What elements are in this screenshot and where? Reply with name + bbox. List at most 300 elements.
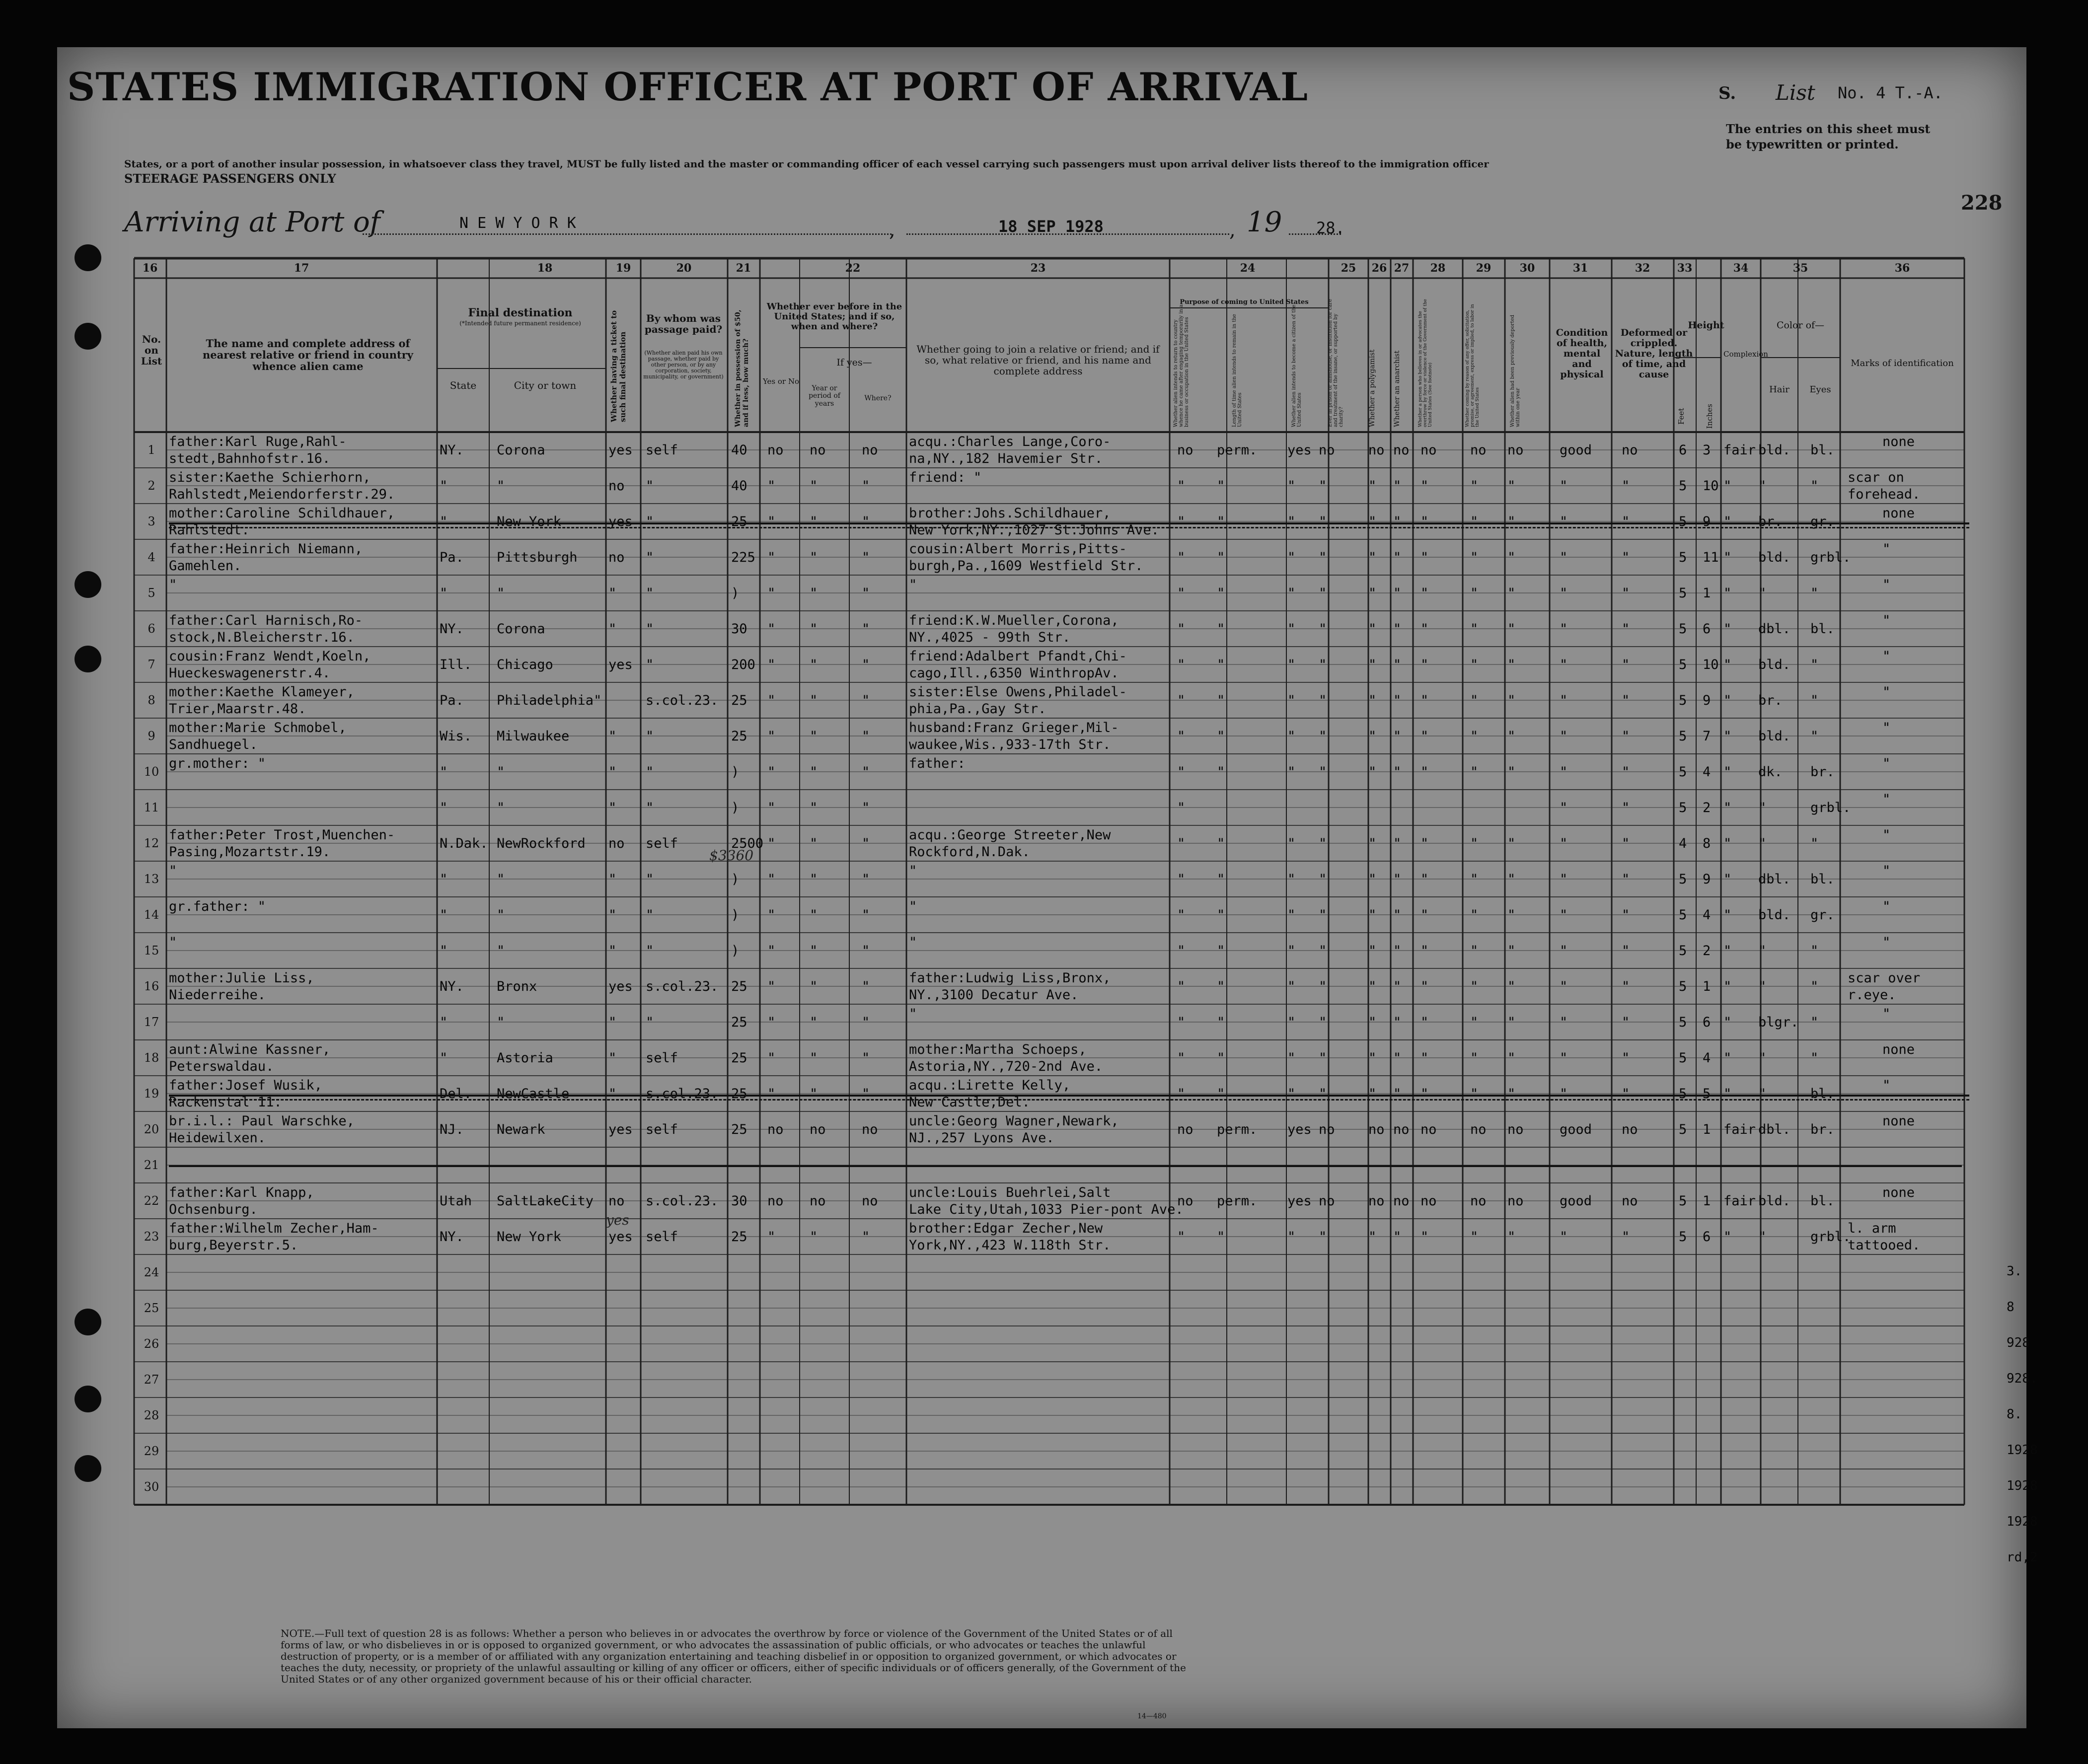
cell-ticket: ": [608, 621, 617, 637]
cell-c25: ": [1319, 979, 1327, 994]
cell-c27: ": [1393, 657, 1402, 672]
arrival-date: 18 SEP 1928: [998, 217, 1104, 236]
cell-c30: ": [1507, 514, 1516, 529]
cell-deform: ": [1622, 693, 1630, 708]
cell-ticket: ": [608, 764, 617, 780]
cell-len: ": [1217, 836, 1225, 851]
cell-health: ": [1560, 586, 1568, 601]
cell-in: 4: [1703, 907, 1711, 923]
header-if-yes: If yes—: [836, 357, 872, 368]
column-number: 26: [1371, 262, 1387, 275]
cell-where: ": [862, 1086, 870, 1102]
cell-join1: ": [909, 863, 917, 879]
cell-c25: no: [1319, 1122, 1335, 1137]
cell-c29: ": [1470, 1015, 1479, 1030]
cell-in: 2: [1703, 800, 1711, 815]
cell-money: 25: [731, 729, 747, 744]
manifest-sheet: [57, 47, 2026, 1728]
cell-before: ": [767, 621, 776, 637]
cell-paid: ": [646, 586, 654, 601]
cell-c28: ": [1420, 1015, 1429, 1030]
cell-state: ": [440, 872, 448, 887]
year-suffix: 28.: [1316, 219, 1345, 237]
cell-c26: ": [1368, 836, 1377, 851]
cell-ticket: no: [608, 836, 625, 851]
cell-c29: ": [1470, 729, 1479, 744]
cell-join2: burgh,Pa.,1609 Westfield Str.: [909, 558, 1143, 574]
cell-ft: 5: [1679, 514, 1687, 529]
cell-state: ": [440, 1015, 448, 1030]
cell-c27: ": [1393, 693, 1402, 708]
cell-rel1: sister:Kaethe Schierhorn,: [169, 470, 371, 485]
header-city: City or town: [514, 379, 577, 391]
cell-where: ": [862, 621, 870, 637]
cell-eyes: br.: [1810, 764, 1835, 780]
column-number: 17: [294, 262, 309, 275]
cell-c28: ": [1420, 657, 1429, 672]
cell-c28: ": [1420, 550, 1429, 565]
cell-years: ": [810, 764, 818, 780]
cell-state: ": [440, 514, 448, 529]
cell-in: 4: [1703, 1050, 1711, 1066]
cell-rel2: Sandhuegel.: [169, 737, 258, 752]
cell-city: Bronx: [497, 979, 537, 994]
cell-where: ": [862, 1229, 870, 1245]
cell-eyes: ": [1810, 693, 1819, 708]
cell-ft: 5: [1679, 1015, 1687, 1030]
cell-join2: Astoria,NY.,720-2nd Ave.: [909, 1059, 1103, 1074]
cell-before: ": [767, 729, 776, 744]
cell-paid: s.col.23.: [646, 979, 719, 994]
cell-cit: ": [1287, 907, 1296, 923]
cell-deform: no: [1622, 442, 1638, 458]
cell-money: 25: [731, 1086, 747, 1102]
cell-where: ": [862, 550, 870, 565]
cell-before: ": [767, 657, 776, 672]
cell-rel1: father:Peter Trost,Muenchen-: [169, 827, 395, 843]
cell-cit: ": [1287, 478, 1296, 494]
cell-join2: Rockford,N.Dak.: [909, 844, 1030, 860]
cell-c26: ": [1368, 1015, 1377, 1030]
cell-marks2: r.eye.: [1848, 987, 1896, 1003]
row-number: 13: [144, 872, 159, 886]
cell-join1: friend:K.W.Mueller,Corona,: [909, 613, 1119, 628]
cell-c25: ": [1319, 621, 1327, 637]
row-number: 29: [144, 1444, 159, 1458]
margin-fragment: 8.: [2007, 1407, 2022, 1422]
column-number: 33: [1677, 262, 1693, 275]
cell-ret: no: [1177, 1193, 1193, 1209]
cell-c27: ": [1393, 979, 1402, 994]
cell-before: ": [767, 979, 776, 994]
cell-state: ": [440, 943, 448, 958]
row-number: 20: [144, 1122, 159, 1136]
column-number: 27: [1394, 262, 1410, 275]
header-labor-offer: Whether coming by reason of any offer, solicitation, promise, or agreement, express or implied, to labor in the United States: [1465, 304, 1480, 427]
cell-deform: ": [1622, 872, 1630, 887]
cell-c25: ": [1319, 478, 1327, 494]
cell-health: ": [1560, 550, 1568, 565]
cell-c26: no: [1368, 442, 1385, 458]
binder-hole-7: [75, 1455, 101, 1482]
cell-comp: ": [1723, 621, 1732, 637]
cell-c30: ": [1507, 1015, 1516, 1030]
cell-ticket: ": [608, 586, 617, 601]
cell-paid: self: [646, 442, 678, 458]
cell-eyes: br.: [1810, 1122, 1835, 1137]
cell-city: ": [497, 907, 505, 923]
cell-ft: 5: [1679, 1086, 1687, 1102]
cell-hair: ": [1758, 979, 1767, 994]
cell-hair: bld.: [1758, 907, 1791, 923]
cell-cit: ": [1287, 979, 1296, 994]
cell-paid: ": [646, 729, 654, 744]
header-before-in-us: Whether ever before in the United States; and if so, when and where?: [766, 301, 902, 332]
cell-money: 40: [731, 442, 747, 458]
cell-comp: fair: [1723, 442, 1756, 458]
cell-years: ": [810, 1015, 818, 1030]
cell-ticket: ": [608, 1015, 617, 1030]
cell-years: ": [810, 729, 818, 744]
cell-c29: ": [1470, 764, 1479, 780]
cell-ticket: ": [608, 1050, 617, 1066]
cell-ft: 5: [1679, 1193, 1687, 1209]
header-by-whom-sub: (Whether alien paid his own passage, whether paid by other person, or by any corporation, society, municipality, or government): [643, 350, 724, 380]
cell-join1: ": [909, 1006, 917, 1022]
cell-health: ": [1560, 1050, 1568, 1066]
cell-money: ): [731, 800, 740, 815]
cell-join2: New York,NY.,1027 St.Johns Ave.: [909, 522, 1159, 538]
cell-in: 6: [1703, 1015, 1711, 1030]
row-number: 27: [144, 1373, 159, 1387]
cell-len: ": [1217, 943, 1225, 958]
cell-health: ": [1560, 979, 1568, 994]
cell-ret: no: [1177, 1122, 1193, 1137]
comma-2: ,: [1229, 219, 1236, 241]
cell-ft: 5: [1679, 907, 1687, 923]
cell-len: ": [1217, 979, 1225, 994]
cell-deform: ": [1622, 1086, 1630, 1102]
cell-years: ": [810, 1086, 818, 1102]
cell-comp: ": [1723, 872, 1732, 887]
cell-join1: father:: [909, 756, 966, 771]
strike-through-line: [169, 1095, 1969, 1101]
cell-c28: ": [1420, 907, 1429, 923]
cell-join2: Lake City,Utah,1033 Pier-pont Ave.: [909, 1202, 1184, 1217]
cell-comp: ": [1723, 1086, 1732, 1102]
column-number: 25: [1341, 262, 1356, 275]
cell-hair: dk.: [1758, 764, 1783, 780]
cell-rel1: br.i.l.: Paul Warschke,: [169, 1113, 355, 1129]
cell-hair: ": [1758, 800, 1767, 815]
cell-eyes: ": [1810, 586, 1819, 601]
cell-where: ": [862, 872, 870, 887]
instruction-line-2: STEERAGE PASSENGERS ONLY: [124, 171, 336, 186]
cell-ft: 5: [1679, 621, 1687, 637]
header-complexion: Complexion: [1723, 350, 1768, 359]
cell-years: ": [810, 586, 818, 601]
header-purpose-length: Length of time alien intends to remain in the United States: [1232, 314, 1243, 427]
cell-c27: ": [1393, 729, 1402, 744]
cell-ft: 5: [1679, 1050, 1687, 1066]
form-title: STATES IMMIGRATION OFFICER AT PORT OF ARRIVAL: [67, 65, 1308, 110]
cell-ft: 5: [1679, 943, 1687, 958]
header-prison: Ever in prison or almshouse, or institution for care and treatment of the insane, or supported by charity?: [1328, 298, 1344, 427]
cell-before: ": [767, 1086, 776, 1102]
binder-hole-1: [75, 244, 101, 271]
cell-city: ": [497, 478, 505, 494]
cell-deform: no: [1622, 1193, 1638, 1209]
cell-c25: ": [1319, 586, 1327, 601]
cell-marks1: ": [1882, 827, 1891, 843]
row-number: 24: [144, 1265, 159, 1279]
cell-ret: ": [1177, 764, 1186, 780]
cell-len: ": [1217, 764, 1225, 780]
cell-rel1: father:Wilhelm Zecher,Ham-: [169, 1221, 379, 1236]
cell-comp: ": [1723, 729, 1732, 744]
handwritten-yes-note: yes: [606, 1212, 629, 1228]
cell-money: 30: [731, 621, 747, 637]
cell-deform: ": [1622, 657, 1630, 672]
cell-in: 10: [1703, 478, 1719, 494]
cell-years: ": [810, 872, 818, 887]
cell-c29: ": [1470, 621, 1479, 637]
cell-before: ": [767, 800, 776, 815]
header-polygamist: Whether a polygamist: [1368, 349, 1376, 427]
cell-c29: ": [1470, 872, 1479, 887]
cell-c28: ": [1420, 1086, 1429, 1102]
cell-state: Pa.: [440, 550, 464, 565]
cell-years: ": [810, 1229, 818, 1245]
header-purpose-return: Whether alien intends to return to country whence he came after engaging temporarily in a business or occupation in the United States: [1173, 304, 1190, 427]
cell-c25: ": [1319, 1086, 1327, 1102]
cell-join2: NY.,3100 Decatur Ave.: [909, 987, 1079, 1003]
cell-paid: ": [646, 1015, 654, 1030]
cell-deform: ": [1622, 907, 1630, 923]
cell-ret: ": [1177, 1015, 1186, 1030]
cell-where: ": [862, 800, 870, 815]
header-joining: Whether going to join a relative or friend; and if so, what relative or friend, and his name and complete address: [916, 343, 1160, 377]
cell-c25: no: [1319, 442, 1335, 458]
cell-comp: ": [1723, 800, 1732, 815]
instruction-right-2: be typewritten or printed.: [1726, 137, 1899, 151]
cell-c28: ": [1420, 729, 1429, 744]
cell-comp: fair: [1723, 1193, 1756, 1209]
cell-where: ": [862, 764, 870, 780]
cell-years: ": [810, 657, 818, 672]
cell-health: ": [1560, 478, 1568, 494]
cell-eyes: gr.: [1810, 907, 1835, 923]
cell-c29: ": [1470, 586, 1479, 601]
cell-cit: ": [1287, 514, 1296, 529]
cell-in: 3: [1703, 442, 1711, 458]
cell-c27: ": [1393, 836, 1402, 851]
cell-c28: no: [1420, 442, 1437, 458]
cell-ft: 5: [1679, 979, 1687, 994]
cell-where: ": [862, 693, 870, 708]
cell-c25: ": [1319, 1050, 1327, 1066]
cell-comp: ": [1723, 907, 1732, 923]
cell-ft: 5: [1679, 478, 1687, 494]
cell-ret: ": [1177, 872, 1186, 887]
row-number: 18: [144, 1051, 159, 1065]
cell-len: ": [1217, 586, 1225, 601]
cell-ticket: ": [608, 1086, 617, 1102]
cell-eyes: ": [1810, 729, 1819, 744]
binder-hole-2: [75, 323, 101, 350]
row-number: 25: [144, 1301, 159, 1315]
cell-hair: bld.: [1758, 729, 1791, 744]
cell-before: ": [767, 586, 776, 601]
cell-cit: ": [1287, 1086, 1296, 1102]
cell-health: ": [1560, 693, 1568, 708]
cell-comp: ": [1723, 943, 1732, 958]
handwritten-money-note: $3360: [709, 847, 754, 864]
header-where: Where?: [864, 394, 892, 402]
cell-hair: ": [1758, 1086, 1767, 1102]
header-yes-no: Yes or No: [762, 377, 800, 386]
cell-where: ": [862, 586, 870, 601]
cell-hair: bld.: [1758, 657, 1791, 672]
cell-paid: ": [646, 764, 654, 780]
cell-rel2: Trier,Maarstr.48.: [169, 701, 306, 717]
cell-comp: ": [1723, 550, 1732, 565]
cell-health: ": [1560, 1086, 1568, 1102]
cell-c25: no: [1319, 1193, 1335, 1209]
column-number: 30: [1519, 262, 1535, 275]
cell-marks1: none: [1882, 1113, 1915, 1129]
cell-money: 25: [731, 979, 747, 994]
cell-ret: ": [1177, 907, 1186, 923]
binder-hole-3: [75, 571, 101, 598]
cell-state: Del.: [440, 1086, 472, 1102]
column-number: 21: [736, 262, 751, 275]
cell-in: 2: [1703, 943, 1711, 958]
cell-ft: 5: [1679, 1229, 1687, 1245]
cell-hair: bld.: [1758, 1193, 1791, 1209]
margin-fragment: rd,2: [2007, 1550, 2038, 1565]
header-health: Condition of health, mental and physical: [1556, 327, 1608, 380]
cell-c26: ": [1368, 586, 1377, 601]
cell-health: ": [1560, 872, 1568, 887]
cell-c29: ": [1470, 1086, 1479, 1102]
cell-len: ": [1217, 478, 1225, 494]
cell-c28: ": [1420, 586, 1429, 601]
cell-c29: ": [1470, 836, 1479, 851]
header-money: Whether in possession of $50, and if less, how much?: [734, 309, 750, 427]
cell-deform: ": [1622, 943, 1630, 958]
cell-rel1: father:Josef Wusik,: [169, 1078, 322, 1093]
cell-len: ": [1217, 550, 1225, 565]
cell-rel2: burg,Beyerstr.5.: [169, 1238, 298, 1253]
cell-c30: ": [1507, 764, 1516, 780]
cell-health: ": [1560, 729, 1568, 744]
cell-comp: ": [1723, 693, 1732, 708]
header-feet: Feet: [1676, 408, 1686, 425]
cell-cit: ": [1287, 943, 1296, 958]
cell-where: no: [862, 1122, 878, 1137]
cell-health: ": [1560, 657, 1568, 672]
cell-comp: ": [1723, 657, 1732, 672]
cell-marks1: ": [1882, 720, 1891, 735]
cell-c30: ": [1507, 979, 1516, 994]
cell-where: ": [862, 836, 870, 851]
cell-c25: ": [1319, 550, 1327, 565]
column-number: 34: [1733, 262, 1749, 275]
cell-where: ": [862, 1050, 870, 1066]
cell-c27: ": [1393, 1050, 1402, 1066]
cell-ft: 5: [1679, 586, 1687, 601]
cell-hair: bld.: [1758, 550, 1791, 565]
cell-in: 1: [1703, 1193, 1711, 1209]
port-value: N E W Y O R K: [459, 215, 576, 232]
cell-ticket: ": [608, 729, 617, 744]
cell-marks1: ": [1882, 935, 1891, 950]
cell-paid: ": [646, 872, 654, 887]
cell-marks1: scar on: [1848, 470, 1904, 485]
cell-money: 30: [731, 1193, 747, 1209]
column-number: 31: [1572, 262, 1588, 275]
cell-len: ": [1217, 872, 1225, 887]
cell-where: no: [862, 442, 878, 458]
cell-money: ): [731, 764, 740, 780]
column-number: 20: [676, 262, 692, 275]
cell-len: ": [1217, 1050, 1225, 1066]
row-number: 22: [144, 1194, 159, 1208]
cell-eyes: grbl.: [1810, 550, 1851, 565]
cell-comp: ": [1723, 1015, 1732, 1030]
cell-c29: ": [1470, 1229, 1479, 1245]
cell-deform: ": [1622, 836, 1630, 851]
cell-join2: waukee,Wis.,933-17th Str.: [909, 737, 1111, 752]
cell-marks1: ": [1882, 863, 1891, 879]
cell-rel1: father:Carl Harnisch,Ro-: [169, 613, 363, 628]
cell-ft: 5: [1679, 872, 1687, 887]
column-number: 16: [142, 262, 158, 275]
cell-c27: ": [1393, 1086, 1402, 1102]
cell-deform: ": [1622, 1050, 1630, 1066]
cell-len: ": [1217, 1086, 1225, 1102]
cell-in: 9: [1703, 872, 1711, 887]
row-number: 14: [144, 908, 159, 922]
column-number: 19: [615, 262, 631, 275]
cell-c30: ": [1507, 657, 1516, 672]
cell-ft: 5: [1679, 693, 1687, 708]
cell-c30: no: [1507, 442, 1524, 458]
cell-paid: ": [646, 478, 654, 494]
header-anarchist: Whether an anarchist: [1393, 350, 1401, 427]
header-eyes: Eyes: [1809, 384, 1831, 395]
cell-ret: ": [1177, 586, 1186, 601]
cell-paid: self: [646, 1229, 678, 1245]
cell-money: ): [731, 907, 740, 923]
cell-money: 25: [731, 1050, 747, 1066]
cell-c28: no: [1420, 1193, 1437, 1209]
port-underline: [363, 233, 892, 235]
cell-before: ": [767, 1050, 776, 1066]
cell-paid: s.col.23.: [646, 1086, 719, 1102]
cell-eyes: bl.: [1810, 442, 1835, 458]
header-final-destination-sub: (*Intended future permanent residence): [459, 320, 581, 327]
cell-marks1: ": [1882, 792, 1891, 807]
cell-cit: yes: [1287, 442, 1312, 458]
cell-cit: ": [1287, 693, 1296, 708]
cell-money: ): [731, 872, 740, 887]
cell-health: ": [1560, 1015, 1568, 1030]
cell-comp: ": [1723, 514, 1732, 529]
binder-hole-5: [75, 1309, 101, 1335]
cell-deform: ": [1622, 729, 1630, 744]
